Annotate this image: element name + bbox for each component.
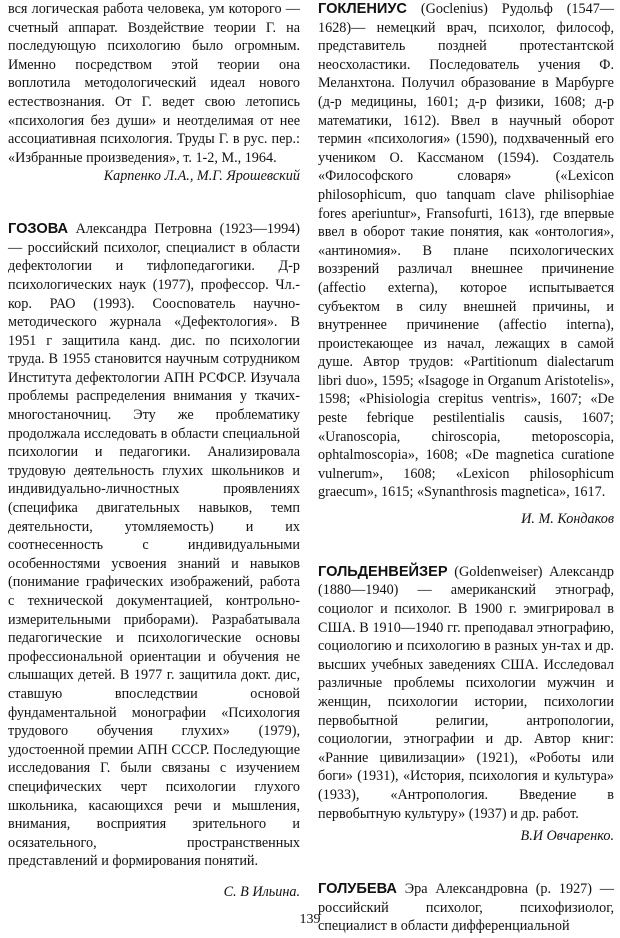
entry-text-gokleniy: (Goclenius) Рудольф (1547—1628)— немецкий врач, психолог, философ, представитель поздней протестантской неосхоластики. Последователь учения Ф. Меланхтона. Получил образование в Марбурге (д-р медицины, 1601; д-р физики, 1608; д-р математики, 1612). Ввел в научный оборот термин «психология» (1590), подхваченный его учеником О. Кассманом (1594). Создатель «Философского словаря» («Lexicon philosophicum, quo tanquam clave philisophiae fores aperiuntur», Fransofurti, 1613), где впервые ввел в оборот такие понятия, как «онтология», «антиномия». В плане психологических воззрений различал внешнее причинение (affectio externa), которое испытывается субъектом в силу внешней причины, и внутреннее причинение (affectio interna), проистекающее из начал, лежащих в самой душе. Автор трудов: «Partitionum dialectarum libri duo», 1595; «Isagoge in Organum Aristotelis», 1598; «Phisiologia crepitus ventris», 1607; «De peste febrique pestilentialis causis, 1607; «Uranoscopia, chiroscopia, metoposcopia, ophtalmoscopia», 1608; «De magnetica curatione vulnerum», 1608; «Lexicon philosophicum graecum», 1615; «Synanthrosis magnetica», 1617. <box>318 1 614 501</box>
entry-text-gozova: Александра Петровна (1923—1994) — российский психолог, специалист в области дефектологии и тифлопедагогики. Д-р психологических наук (1977), профессор. Чл.-кор. РАО (1993). Соосnователь научно-методического журнала «Дефектология». В 1951 г защитила канд. дис. по психологии труда. В 1955 становится научным сотрудником Института дефектологии АПН РСФСР. Изучала проблемы распределения внимания у ткачих-многостаночниц. Эту же проблематику продолжала исследовать в области специальной психологии и педагогики. Анализировала трудовую деятельность глухих школьников и индивидуально-личностных проявлениях (специфика двигательных навыков, темп деятельности, утомляемость) и их соотнесенность с индивидуальными особенностями усвоения знаний и навыков (понимание графических изображений, работа с технической документацией, контрольно-измерительными приборами). Разрабатывала педагогические и психологические основы профессиональной ориентации и обучения не слышащих детей. В 1977 г. защитила докт. дис, ставшую впоследствии основой фундаментальной монографии «Психология трудового обучения глухих» (1979), удостоенной премии АПН СССР. Последующие исследования Г. были связаны с изучением специфических черт психологии глухого школьника, касающихся речи и мышления, внимания, восприятия зрительного и осязательного, пространственных представлений и формирования понятий. <box>8 221 300 870</box>
page-number: 139 <box>299 912 321 927</box>
entry-author-gozova: С. В Ильина. <box>223 883 300 900</box>
continuation-text: вся логическая работа человека, ум которого — счетный аппарат. Воздействие теории Г. на последующую психологию было огромным. Именно посредством этой теории она воплотила методологический идеал нового естествознания. От Г. ведет свою летопись «психология без души» и неотделимая от нее ассоциативная психология. Труды Г. в рус. пер.: «Избранные произведения», т. 1-2, М., 1964. <box>8 1 300 166</box>
entry-head-goldenweiser: ГОЛЬДЕНВЕЙЗЕР <box>318 563 448 580</box>
entry-author-goldenweiser: В.И Овчаренко. <box>520 828 614 845</box>
entry-head-gokleniy: ГОКЛЕНИУС <box>318 1 407 17</box>
entry-gozova <box>8 220 300 871</box>
entry-head-golubeva: ГОЛУБЕВА <box>318 880 397 897</box>
continuation-author: Карпенко Л.А., М.Г. Ярошевский <box>103 168 300 185</box>
entry-gokleniy <box>318 0 614 502</box>
left-column <box>8 0 300 916</box>
entry-text-goldenweiser: (Goldenweiser) Александр (1880—1940) — американский этнограф, социолог и психолог. В 1900 г. эмигрировал в США. В 1910—1940 гг. преподавал этнографию, социологию и психологию в разных ун-тах и др. высших учебных заведениях США. Исследовал различные проблемы психологии мужчин и женщин, психологии истории, психологии первобытной религии, антропологии, социологии, этнографии и др. Автор книг: «Ранние цивилизации» (1921), «Роботы или боги» (1931), «История, психология и культура» (1933), «Антропология. Введение в первобытную культуру» (1937) и др. работ. <box>318 563 614 822</box>
entry-head-gozova: ГОЗОВА <box>8 221 69 238</box>
entry-author-gokleniy: И. М. Кондаков <box>521 511 614 528</box>
entry-goldenweiser <box>318 563 614 823</box>
right-column <box>318 0 614 936</box>
entry-text-golubeva: Эра Александровна (р. 1927) — российский психолог, психофизиолог, специалист в области дифференциальной <box>318 880 614 935</box>
